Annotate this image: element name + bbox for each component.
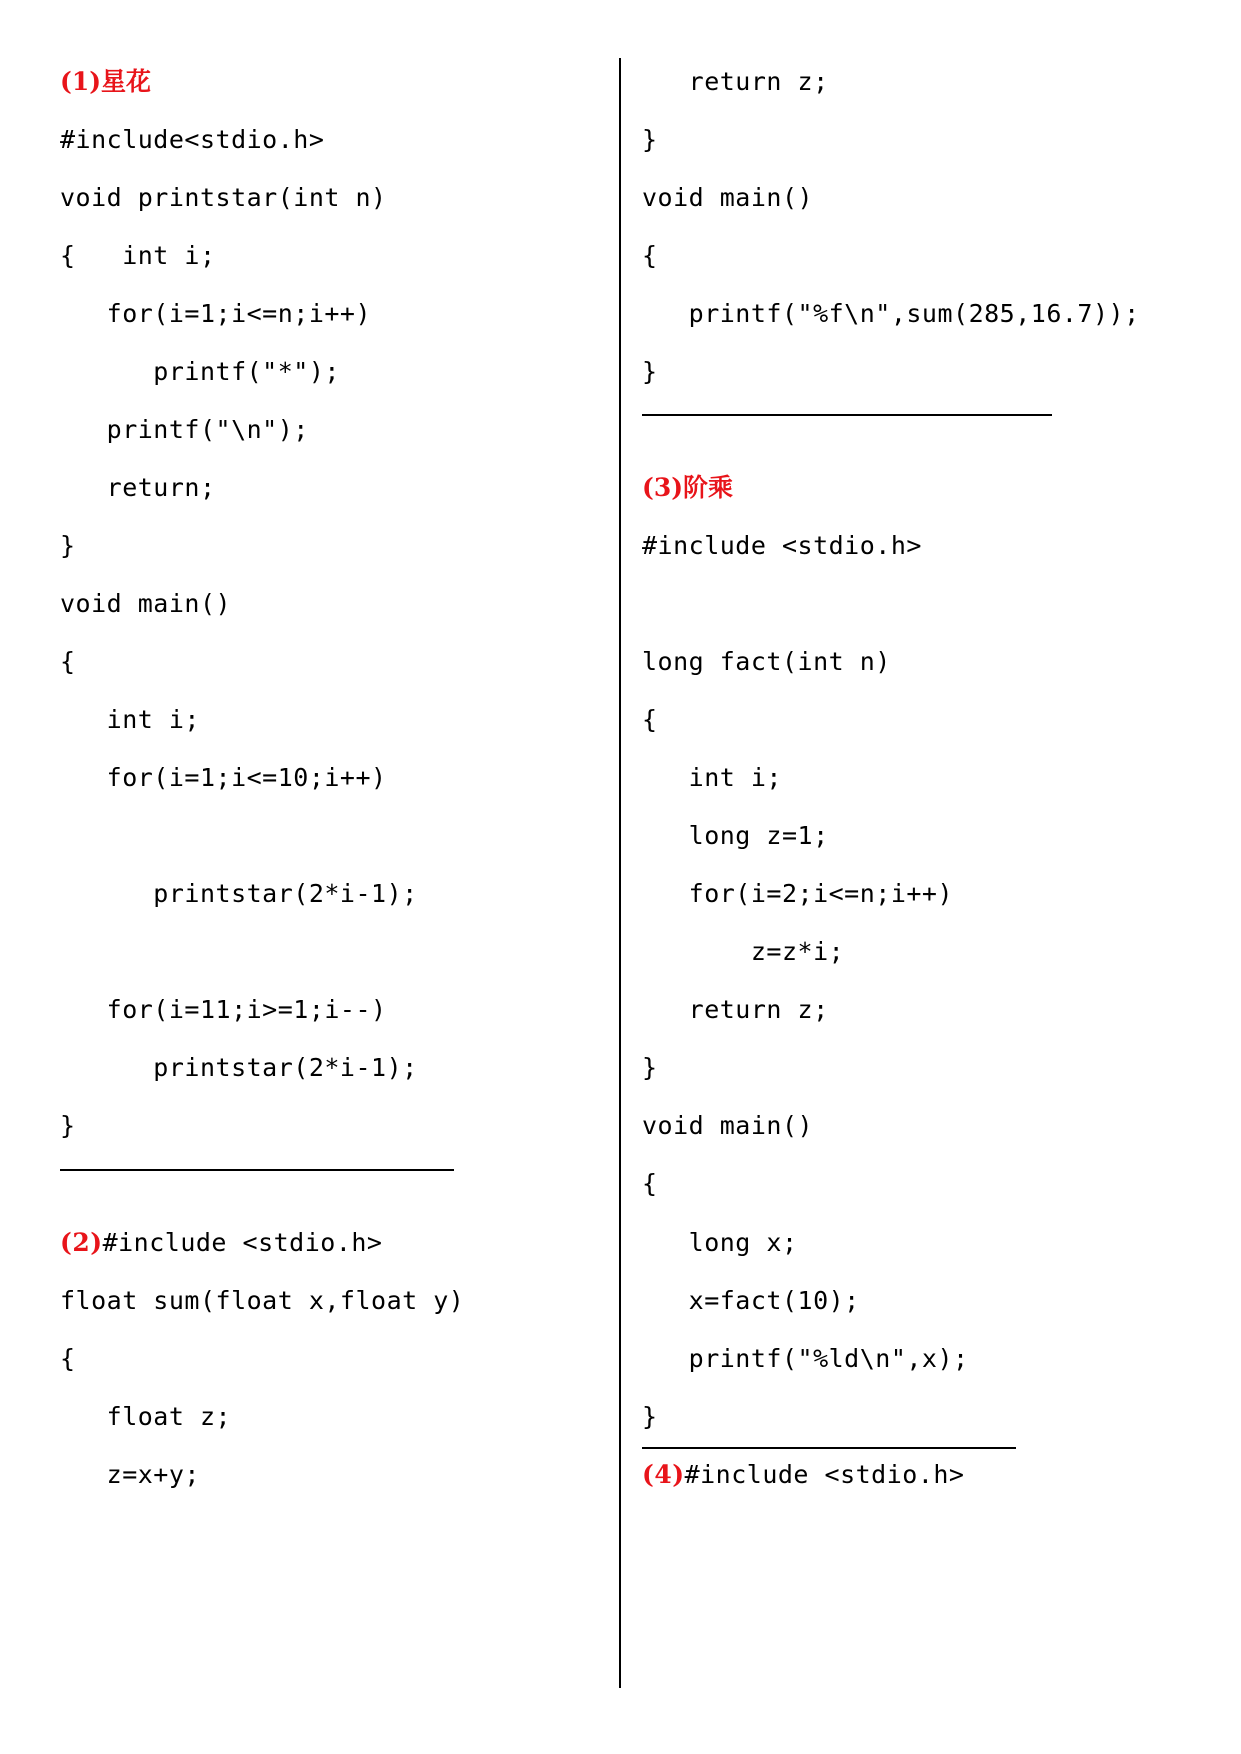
code-line: #include<stdio.h> bbox=[60, 125, 325, 154]
column-divider bbox=[619, 58, 621, 1688]
section-2-include: #include <stdio.h> bbox=[102, 1228, 383, 1257]
code-line: int i; bbox=[642, 763, 782, 792]
code-line: return; bbox=[60, 473, 216, 502]
code-line: z=z*i; bbox=[642, 937, 845, 966]
code-line: int i; bbox=[60, 705, 200, 734]
code-line: for(i=2;i<=n;i++) bbox=[642, 879, 954, 908]
code-line: x=fact(10); bbox=[642, 1286, 860, 1315]
code-line: printf("\n"); bbox=[60, 415, 309, 444]
code-line: } bbox=[642, 357, 658, 386]
code-line: printf("*"); bbox=[60, 357, 340, 386]
code-line: { bbox=[60, 1344, 76, 1373]
code-line: return z; bbox=[642, 67, 829, 96]
code-line: for(i=1;i<=n;i++) bbox=[60, 299, 372, 328]
code-line: long fact(int n) bbox=[642, 647, 891, 676]
section-1-heading: (1)星花 bbox=[60, 67, 152, 96]
section-separator bbox=[60, 1169, 454, 1171]
section-2-heading bbox=[60, 1227, 383, 1259]
section-4-heading bbox=[642, 1459, 965, 1491]
code-line: #include <stdio.h> bbox=[642, 531, 922, 560]
code-line: for(i=1;i<=10;i++) bbox=[60, 763, 387, 792]
code-line: printf("%ld\n",x); bbox=[642, 1344, 969, 1373]
code-line: } bbox=[642, 125, 658, 154]
section-4-include: #include <stdio.h> bbox=[684, 1460, 965, 1489]
code-line: z=x+y; bbox=[60, 1460, 200, 1489]
code-line: { int i; bbox=[60, 241, 216, 270]
code-line: { bbox=[642, 241, 658, 270]
code-line: } bbox=[60, 1111, 76, 1140]
section-separator bbox=[642, 1447, 1016, 1449]
code-line: long z=1; bbox=[642, 821, 829, 850]
code-line: printstar(2*i-1); bbox=[60, 879, 418, 908]
code-line: void printstar(int n) bbox=[60, 183, 387, 212]
code-line: printstar(2*i-1); bbox=[60, 1053, 418, 1082]
code-line: long x; bbox=[642, 1228, 798, 1257]
code-line: void main() bbox=[642, 1111, 814, 1140]
code-line: float z; bbox=[60, 1402, 232, 1431]
code-line: for(i=11;i>=1;i--) bbox=[60, 995, 387, 1024]
section-2-number: (2) bbox=[60, 1228, 103, 1257]
section-4-number: (4) bbox=[642, 1460, 685, 1489]
code-line: float sum(float x,float y) bbox=[60, 1286, 465, 1315]
code-line: void main() bbox=[60, 589, 232, 618]
code-line: return z; bbox=[642, 995, 829, 1024]
section-3-heading: (3)阶乘 bbox=[642, 473, 734, 502]
code-line: } bbox=[642, 1053, 658, 1082]
code-line: } bbox=[60, 531, 76, 560]
code-line: { bbox=[642, 1169, 658, 1198]
code-line: } bbox=[642, 1402, 658, 1431]
code-line: { bbox=[60, 647, 76, 676]
code-line: { bbox=[642, 705, 658, 734]
code-line: printf("%f\n",sum(285,16.7)); bbox=[642, 299, 1140, 328]
section-separator bbox=[642, 414, 1052, 416]
code-line: void main() bbox=[642, 183, 814, 212]
